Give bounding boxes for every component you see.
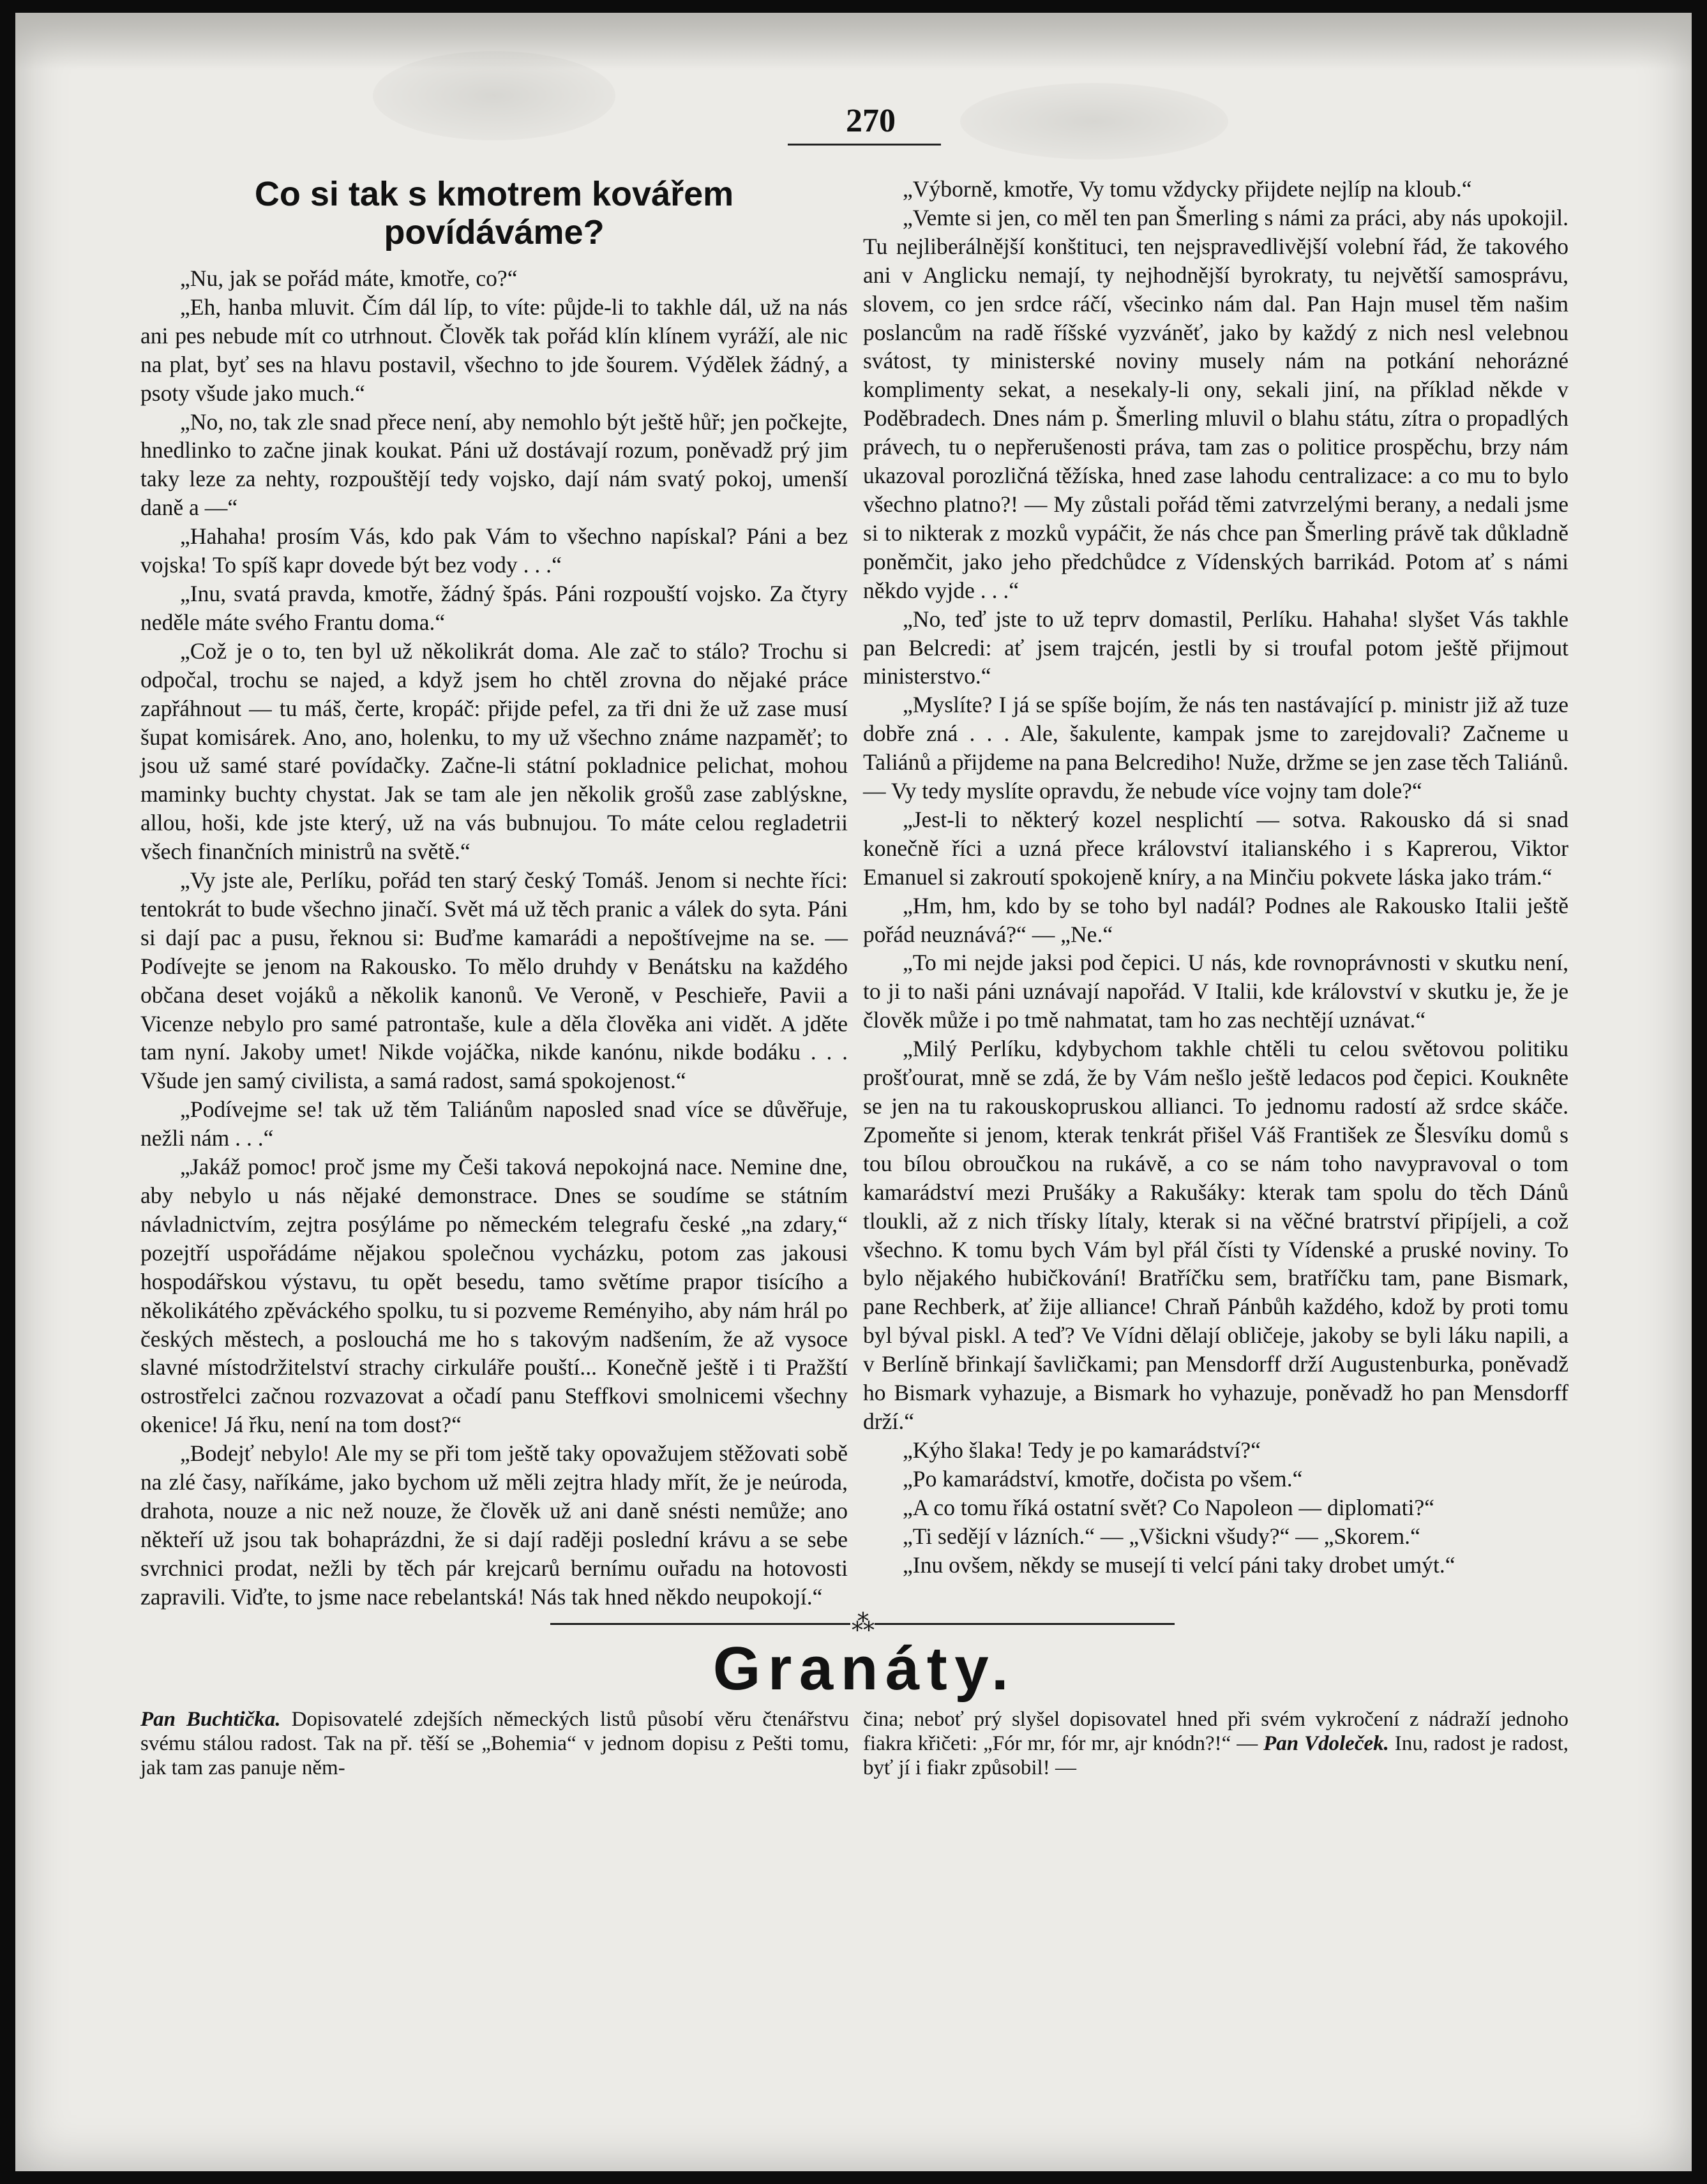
newspaper-page (15, 13, 1692, 2171)
page-edge-shadow (15, 13, 1692, 70)
article-paragraph: „Hm, hm, kdo by se toho byl nadál? Podnes ale Rakousko Italii ještě pořád neuznává?“ — „Ne.“ (863, 892, 1568, 947)
speaker-name: Pan Vdoleček. (1263, 1732, 1389, 1755)
granaty-left-column (140, 1707, 849, 1780)
article-paragraph: „Inu ovšem, někdy se musejí ti velcí páni taky drobet umýt.“ (903, 1552, 1455, 1578)
granaty-right-text-start: čina; neboť prý slyšel dopisovatel hned při svém vykročení z nádraží jednoho fiakra křičeti: „Fór mr, fór mr, ajr knódn?!“ — (863, 1708, 1568, 1755)
article-paragraph: „Eh, hanba mluvit. Čím dál líp, to víte: půjde-li to takhle dál, už na nás ani pes nebude mít co utrhnout. Člověk tak pořád klín klínem vyráží, ale nic na plat, byť ses na hlavu postavil, všechno to jde šourem. Výdělek žádný, a psoty všude jako much.“ (140, 294, 848, 406)
speaker-name: Pan Buchtička. (140, 1708, 281, 1731)
article-paragraph: „To mi nejde jaksi pod čepici. U nás, kde rovnoprávnosti v skutku není, to ji to naši páni uznávají napořád. V Italii, kde království v skutku je, že je člověk může i po tmě nahmatat, tam ho zas nechtějí uznávat.“ (863, 950, 1568, 1033)
article-paragraph: „Bodejť nebylo! Ale my se při tom ještě taky opovažujem stěžovati sobě na zlé časy, naříkáme, jako bychom už měli zejtra hlady mřít, že je neúroda, drahota, nouze a nic než nouze, že člověk už ani daně snésti nemůže; ano někteří už jsou tak bohaprázdni, že si dají raději poslední krávu a se sebe svrchnici prodat, nežli by těch pár krejcarů bernímu ouřadu na hotovosti zapravili. Viďte, to jsme nace rebelantská! Nás tak hned někdo neupokojí.“ (140, 1440, 848, 1610)
article-paragraph: „A co tomu říká ostatní svět? Co Napoleon — diplomati?“ (903, 1494, 1434, 1520)
article-paragraph: „Hahaha! prosím Vás, kdo pak Vám to všechno napískal? Páni a bez vojska! To spíš kapr dovede být bez vody . . .“ (140, 523, 848, 578)
page-number: 270 (846, 103, 896, 139)
granaty-right-paragraph (863, 1707, 1568, 1780)
granaty-left-text: Dopisovatelé zdejších německých listů působí věru čtenářstvu svému stálou radost. Tak na př. těší se „Bohemia“ v jednom dopisu z Pešti tomu, jak tam zas panuje něm- (140, 1708, 850, 1779)
article-paragraph: „Vemte si jen, co měl ten pan Šmerling s námi za práci, aby nás upokojil. Tu nejliberálnější konštituci, ten nejspravedlivější volební řád, že takového ani v Anglicku nemají, ty nejhodnější byrokraty, tu největší samosprávu, slovem, co jen srdce ráčí, všecinko nám dal. Pan Hajn musel těm našim poslancům na radě říšské vyzváněť, jako by každý z nich nesl velebnou svátost, ty ministerské noviny musely nám na potkání nehorázné komplimenty sekat, a nesekaly-li ony, sekali jiní, na příklad někde v Poděbradech. Dnes nám p. Šmerling mluvil o blahu státu, zítra o propadlých právech, tu o nepřerušenosti práva, tam zas o politice prospěchu, brzy nám ukazoval porozličná těžíska, hned zase lahodu centralizace: a co mu to bylo všechno platno?! — My zůstali pořád těmi zatvrzelými berany, a nedali jsme si to nikterak z mozků vypáčit, že nás chce pan Šmerling právě tak důkladně poněmčit, jako jeho předchůdce z Vídenských barrikád. Potom ať s námi někdo vyjde . . .“ (863, 204, 1568, 603)
granaty-right-column (863, 1707, 1568, 1780)
granaty-left-paragraph (140, 1707, 849, 1780)
granaty-right-text-end: Inu, radost je radost, byť jí i fiakr způsobil! — (863, 1732, 1568, 1779)
divider-ornament: ⁂ (852, 1610, 875, 1636)
left-column (140, 175, 848, 1612)
article-paragraph: „Výborně, kmotře, Vy tomu vždycky přijdete nejlíp na kloub.“ (903, 176, 1472, 202)
article-paragraph: „Což je o to, ten byl už několikrát doma. Ale zač to stálo? Trochu si odpočal, trochu se najed, a když jsem ho chtěl zrovna do nějaké práce zapřáhnout — tu máš, čerte, kropáč: přijde pefel, za tři dni že už zase musí šupat komisárek. Ano, ano, holenku, to my už všechno známe nazpaměť; to jsou už samé staré povídačky. Začne-li státní pokladnice pelichat, mohou maminky buchty chystat. Jak se tam ale jen několik grošů zase zablýskne, allou, hoši, kde jste který, už na vás bubnujou. To máte celou regladetrii všech finančních ministrů na světě.“ (140, 638, 848, 865)
article-paragraph: „Ti sedějí v lázních.“ — „Všickni všudy?“ — „Skorem.“ (903, 1523, 1420, 1549)
article-paragraph: „Myslíte? I já se spíše bojím, že nás ten nastávající p. ministr již až tuze dobře zná . . . Ale, šakulente, kampak jsme to zarejdovali? Začneme u Taliánů a přijdeme na pana Belcrediho! Nuže, držme se jen zase těch Taliánů. — Vy tedy myslíte opravdu, že nebude více vojny tam dole?“ (863, 692, 1568, 804)
divider-rule-left (550, 1623, 850, 1625)
paper-stain (960, 83, 1228, 160)
left-column-text (140, 264, 848, 1612)
article-paragraph: „Podívejme se! tak už těm Taliánům naposled snad více se důvěřuje, nežli nám . . .“ (140, 1096, 848, 1151)
article-paragraph: „Nu, jak se pořád máte, kmotře, co?“ (180, 266, 518, 291)
divider-rule-right (875, 1623, 1175, 1625)
page-number-rule (788, 144, 941, 146)
article-paragraph: „No, teď jste to už teprv domastil, Perlíku. Hahaha! slyšet Vás takhle pan Belcredi: ať jsem trajcén, jestli by si troufal potom ještě přijmout ministerstvo.“ (863, 606, 1568, 689)
article-paragraph: „Jakáž pomoc! proč jsme my Češi taková nepokojná nace. Nemine dne, aby nebylo u nás nějaké demonstrace. Dnes se soudíme se státním návladnictvím, zejtra posýláme po německém telegrafu české „na zdary,“ pozejtří uspořádáme nějakou společnou vycházku, potom zas jakousi hospodářskou výstavu, tu opět besedu, tamo světíme prapor tisícího a několikátého zpěváckého spolku, tu si pozveme Reményiho, aby nám hrál po českých městech, a poslouchá me ho s takovým nadšením, že až vysoce slavné místodržitelství strachy cirkuláře pouští... Konečně ještě i ti Pražští ostrostřelci začnou rozvazovat a očadí panu Steffkovi smolnicemi všechny okenice! Já řku, není na tom dost?“ (140, 1154, 848, 1438)
article-paragraph: „Po kamarádství, kmotře, dočista po všem.“ (903, 1465, 1303, 1492)
right-column-text (863, 175, 1568, 1579)
article-paragraph: „Kýho šlaka! Tedy je po kamarádství?“ (903, 1437, 1261, 1463)
article-paragraph: „Milý Perlíku, kdybychom takhle chtěli tu celou světovou politiku prošťourat, mně se zdá, že by Vám nešlo ještě ledacos pod čepici. Kouknête se jen na tu rakouskopruskou allianci. To jednomu radostí až srdce skáče. Zpomeňte si jenom, kterak tenkrát přišel Váš František ze Šlesvíku domů s tou bílou obroučkou na rukávě, a co se nám toho navypravoval o tom kamarádství mezi Prušáky a Rakušáky: kterak tam spolu do těch Dánů tloukli, až z nich třísky lítaly, kterak si na věčné bratrství připíjeli, a což všechno. K tomu bych Vám byl přál čísti ty Vídenské a pruské noviny. To bylo nějakého hubičkování! Bratříčku sem, bratříčku tam, pane Bismark, pane Rechberk, ať žije alliance! Chraň Pánbůh každého, kdož by proti tomu byl býval piskl. A teď? Ve Vídni dělají obličeje, jakoby se byli láku napili, a v Berlíně břinkají šavličkami; pan Mensdorff drží Augustenburka, poněvadž ho Bismark vyhazuje, a Bismark ho vyhazuje, poněvadž ho pan Mensdorff drží.“ (863, 1036, 1568, 1434)
right-column (863, 175, 1568, 1579)
section-title-granaty: Granáty. (712, 1634, 1016, 1703)
article-title: Co si tak s kmotrem kovářem povídáváme? (254, 175, 734, 251)
article-paragraph: „Vy jste ale, Perlíku, pořád ten starý český Tomáš. Jenom si nechte říci: tentokrát to bude všechno jinačí. Svět má už těch pranic a válek do syta. Páni si dají pac a pusu, řeknou si: Buďme kamarádi a nepoštívejme na se. — Podívejte se jenom na Rakousko. To mělo druhdy v Benátsku na každého občana deset vojáků a několik kanonů. Ve Veroně, v Peschieře, Pavii a Vicenze nebylo pro samé patrontaše, kule a děla člověka ani vidět. A jděte tam nyní. Jakoby umet! Nikde vojáčka, nikde kanónu, nikde bodáku . . . Všude jen samý civilista, a samá radost, samá spokojenost.“ (140, 867, 848, 1094)
paper-stain (373, 51, 615, 140)
article-paragraph: „Jest-li to některý kozel nesplichtí — sotva. Rakousko dá si snad konečně říci a uzná přece království italianského i s Kaprerou, Viktor Emanuel si zakroutí spokojeně kníry, a na Minčiu pokvete láska jako trám.“ (863, 806, 1568, 890)
article-paragraph: „No, no, tak zle snad přece není, aby nemohlo být ještě hůř; jen počkejte, hnedlinko to začne jinak koukat. Páni už dostávají rozum, poněvadž prý jim taky leze za nehty, rozpouštějí tedy vojsko, dají nám svatý pokoj, umenší daně a —“ (140, 408, 848, 521)
article-paragraph: „Inu, svatá pravda, kmotře, žádný špás. Páni rozpouští vojsko. Za čtyry neděle máte svého Frantu doma.“ (140, 580, 848, 635)
